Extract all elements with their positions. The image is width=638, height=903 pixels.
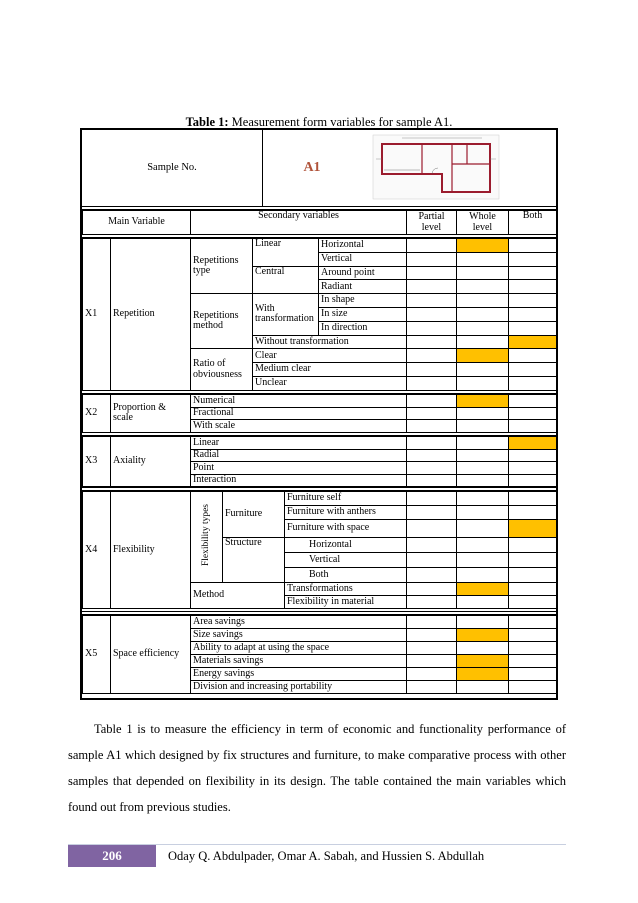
x3-name: Axiality (111, 437, 191, 487)
cell (407, 492, 457, 506)
cell (407, 449, 457, 462)
cell-highlight (457, 629, 509, 642)
x3-code: X3 (83, 437, 111, 487)
x1-vertical: Vertical (319, 252, 407, 266)
cell (407, 349, 457, 363)
x4-furniture-self: Furniture self (285, 492, 407, 506)
cell (407, 520, 457, 538)
cell (457, 280, 509, 294)
cell (509, 395, 557, 408)
cell (407, 420, 457, 433)
x4-flexibility-material: Flexibility in material (285, 596, 407, 609)
cell-highlight (509, 335, 557, 349)
cell (407, 239, 457, 253)
cell (407, 280, 457, 294)
x4-transformations: Transformations (285, 583, 407, 596)
cell (509, 629, 557, 642)
x4-furniture-anthers: Furniture with anthers (285, 506, 407, 520)
cell (407, 655, 457, 668)
x4-furniture: Furniture (223, 492, 285, 538)
cell (457, 681, 509, 694)
cell (509, 668, 557, 681)
cell (457, 596, 509, 609)
x5-energy-savings: Energy savings (191, 668, 407, 681)
x2-fractional: Fractional (191, 407, 407, 420)
x3-radial: Radial (191, 449, 407, 462)
cell (407, 407, 457, 420)
x5-space-efficiency-block (82, 615, 557, 694)
x1-without-transformation: Without transformation (253, 335, 407, 349)
cell-highlight (457, 668, 509, 681)
x1-clear: Clear (253, 349, 407, 363)
x1-central: Central (253, 266, 319, 294)
cell (407, 681, 457, 694)
x4-structure: Structure (223, 538, 285, 583)
cell (457, 520, 509, 538)
cell (407, 335, 457, 349)
col-whole: Whole level (457, 211, 509, 235)
x2-numerical: Numerical (191, 395, 407, 408)
x5-code: X5 (83, 616, 111, 694)
cell (407, 462, 457, 475)
cell (509, 506, 557, 520)
x4-method: Method (191, 583, 285, 609)
cell (407, 538, 457, 553)
cell (407, 252, 457, 266)
x4-name: Flexibility (111, 492, 191, 609)
page-number: 206 (68, 845, 156, 867)
cell (509, 239, 557, 253)
cell (509, 252, 557, 266)
x1-ratio-obviousness: Ratio of obviousness (191, 349, 253, 390)
cell (407, 321, 457, 335)
x1-repetitions-method: Repetitions method (191, 294, 253, 349)
cell-highlight (457, 239, 509, 253)
cell-highlight (509, 437, 557, 450)
x1-code: X1 (83, 239, 111, 391)
cell (191, 492, 223, 583)
x1-in-direction: In direction (319, 321, 407, 335)
cell (407, 266, 457, 280)
cell (509, 462, 557, 475)
cell (407, 568, 457, 583)
x1-in-size: In size (319, 307, 407, 321)
x5-name: Space efficiency (111, 616, 191, 694)
cell-highlight (509, 520, 557, 538)
cell (509, 321, 557, 335)
cell-highlight (457, 349, 509, 363)
x4-flexibility-block (82, 491, 557, 609)
col-secondary-variables: Secondary variables (191, 211, 407, 235)
cell (457, 307, 509, 321)
cell (509, 616, 557, 629)
cell (457, 553, 509, 568)
x3-axiality-block (82, 436, 557, 487)
cell (509, 553, 557, 568)
x5-area-savings: Area savings (191, 616, 407, 629)
cell (407, 506, 457, 520)
cell (407, 629, 457, 642)
paragraph-text: Table 1 is to measure the efficiency in term of economic and functionality performance of sample A1 which designed by fix structures and furniture, to make comparative process with other samples that depended on flexibility in its design. The table contained the main variables which found out from previous studies. (68, 722, 566, 814)
x1-around-point: Around point (319, 266, 407, 280)
cell (407, 596, 457, 609)
cell-highlight (457, 583, 509, 596)
cell (457, 252, 509, 266)
cell (457, 407, 509, 420)
cell-highlight (457, 655, 509, 668)
col-both: Both (509, 211, 557, 235)
cell (457, 294, 509, 308)
cell (407, 395, 457, 408)
x2-proportion-block (82, 394, 557, 433)
cell (407, 583, 457, 596)
cell (509, 307, 557, 321)
cell (509, 538, 557, 553)
x3-interaction: Interaction (191, 474, 407, 487)
cell (509, 681, 557, 694)
footer-authors: Oday Q. Abdulpader, Omar A. Sabah, and Hussien S. Abdullah (168, 849, 485, 863)
x3-linear: Linear (191, 437, 407, 450)
cell (407, 363, 457, 377)
x4-flexibility-types: Flexibility types (200, 504, 211, 567)
caption-label: Table 1: (185, 115, 229, 129)
cell (509, 420, 557, 433)
x1-repetitions-type: Repetitions type (191, 239, 253, 294)
cell (407, 642, 457, 655)
page-footer (68, 844, 566, 867)
x3-point: Point (191, 462, 407, 475)
cell (509, 492, 557, 506)
x1-linear: Linear (253, 239, 319, 267)
cell (509, 266, 557, 280)
cell (509, 568, 557, 583)
x1-radiant: Radiant (319, 280, 407, 294)
cell (509, 449, 557, 462)
cell (457, 335, 509, 349)
x4-furniture-space: Furniture with space (285, 520, 407, 538)
x4-horizontal: Horizontal (285, 538, 407, 553)
cell (509, 596, 557, 609)
cell (509, 474, 557, 487)
x1-unclear: Unclear (253, 376, 407, 390)
caption-text: Measurement form variables for sample A1. (228, 115, 453, 129)
x5-size-savings: Size savings (191, 629, 407, 642)
sample-id: A1 (303, 160, 321, 175)
cell (407, 553, 457, 568)
cell (407, 294, 457, 308)
cell (509, 407, 557, 420)
x1-repetition-block (82, 238, 557, 391)
x5-ability-adapt: Ability to adapt at using the space (191, 642, 407, 655)
cell (457, 506, 509, 520)
floor-plan-image (372, 134, 500, 200)
cell (457, 462, 509, 475)
cell (509, 655, 557, 668)
col-main-variable: Main Variable (83, 211, 191, 235)
cell (407, 437, 457, 450)
cell (407, 307, 457, 321)
cell (457, 321, 509, 335)
cell (457, 538, 509, 553)
cell (509, 642, 557, 655)
x1-name: Repetition (111, 239, 191, 391)
x5-materials-savings: Materials savings (191, 655, 407, 668)
x2-code: X2 (83, 395, 111, 433)
x1-in-shape: In shape (319, 294, 407, 308)
cell (509, 294, 557, 308)
cell (457, 642, 509, 655)
x2-name: Proportion & scale (111, 395, 191, 433)
cell (457, 376, 509, 390)
x4-vertical: Vertical (285, 553, 407, 568)
x1-medium-clear: Medium clear (253, 363, 407, 377)
sample-no-label: Sample No. (82, 130, 263, 206)
cell (457, 568, 509, 583)
x1-horizontal: Horizontal (319, 239, 407, 253)
cell (457, 266, 509, 280)
cell (509, 280, 557, 294)
cell (457, 363, 509, 377)
cell (509, 363, 557, 377)
column-header-row (82, 210, 557, 235)
x4-code: X4 (83, 492, 111, 609)
cell (509, 583, 557, 596)
cell (457, 437, 509, 450)
cell (407, 376, 457, 390)
x4-both: Both (285, 568, 407, 583)
cell (457, 420, 509, 433)
x5-division-portability: Division and increasing portability (191, 681, 407, 694)
cell (509, 376, 557, 390)
cell (509, 349, 557, 363)
cell (457, 616, 509, 629)
body-paragraph (68, 716, 566, 820)
cell (457, 474, 509, 487)
sample-header (82, 130, 556, 207)
cell (457, 449, 509, 462)
cell-highlight (457, 395, 509, 408)
cell (457, 492, 509, 506)
cell (407, 616, 457, 629)
col-partial: Partial level (407, 211, 457, 235)
x2-with-scale: With scale (191, 420, 407, 433)
x1-with-transformation: With transformation (253, 294, 319, 335)
cell (407, 474, 457, 487)
cell (407, 668, 457, 681)
